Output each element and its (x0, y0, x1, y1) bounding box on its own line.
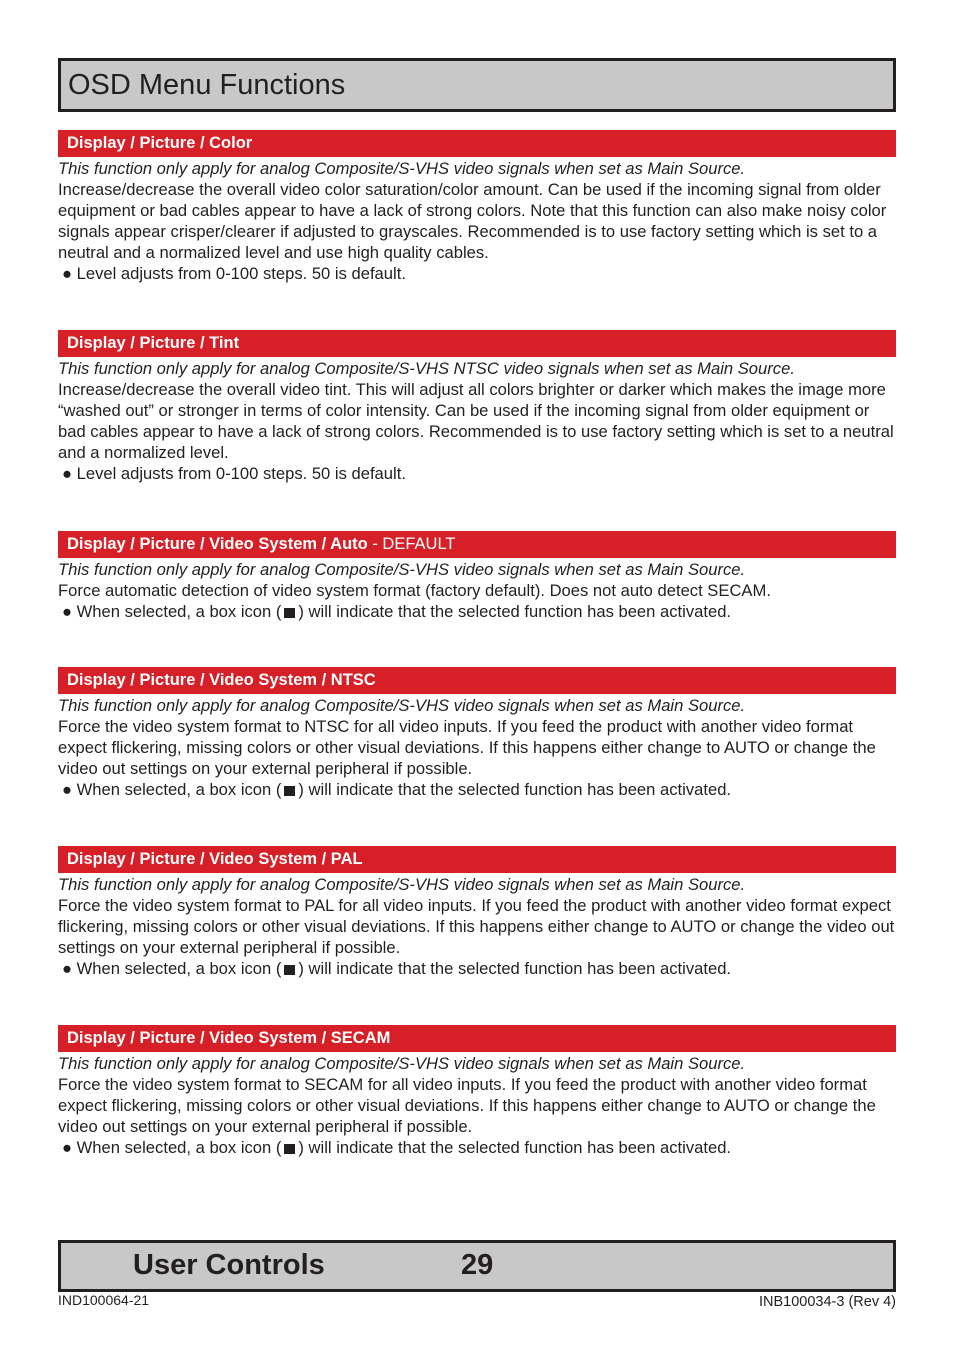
section-body (58, 559, 896, 622)
bullet-text-pre: ● When selected, a box icon ( (62, 602, 282, 621)
section-body (58, 874, 896, 979)
section-video-system-ntsc (58, 667, 896, 800)
page-title: OSD Menu Functions (68, 69, 346, 101)
section-heading (58, 531, 896, 558)
section-video-system-auto (58, 531, 896, 622)
section-description: Increase/decrease the overall video color saturation/color amount. Can be used if the incoming signal from older equipment or bad cables appear to have a lack of strong colors. Note that this function can also make noisy color signals appear crisper/clearer if adjusted to grayscales. Recommended is to use factory setting which is set to a neutral and a normalized level and use high quality cables. (58, 180, 887, 262)
section-description: Force the video system format to NTSC for all video inputs. If you feed the product with another video format expect flickering, missing colors or other visual deviations. If this happens either change to AUTO or change the video out settings on your external peripheral if possible. (58, 717, 876, 778)
section-note: This function only apply for analog Composite/S-VHS NTSC video signals when set as Main Source. (58, 359, 795, 378)
section-heading (58, 1025, 896, 1052)
section-video-system-secam (58, 1025, 896, 1158)
section-bullet (58, 601, 896, 622)
section-body (58, 1053, 896, 1158)
document-code-left: IND100064-21 (58, 1292, 150, 1308)
section-bullet: ● Level adjusts from 0-100 steps. 50 is default. (62, 464, 406, 483)
black-square-icon (284, 608, 295, 618)
footer-label: User Controls (133, 1249, 325, 1281)
bullet-text-pre: ● When selected, a box icon ( (62, 1138, 282, 1157)
page-number: 29 (461, 1249, 494, 1281)
section-note: This function only apply for analog Composite/S-VHS video signals when set as Main Source. (58, 1054, 746, 1073)
section-heading-text: Display / Picture / Color (67, 134, 253, 152)
section-heading (58, 667, 896, 694)
section-bullet: ● Level adjusts from 0-100 steps. 50 is default. (62, 264, 406, 283)
section-body (58, 695, 896, 800)
bullet-text-pre: ● When selected, a box icon ( (62, 959, 282, 978)
section-heading-suffix: - DEFAULT (367, 535, 456, 553)
section-note: This function only apply for analog Composite/S-VHS video signals when set as Main Source. (58, 560, 746, 579)
black-square-icon (284, 965, 295, 975)
section-note: This function only apply for analog Composite/S-VHS video signals when set as Main Source. (58, 875, 746, 894)
bullet-text-post: ) will indicate that the selected function has been activated. (298, 602, 732, 621)
bullet-text-post: ) will indicate that the selected function has been activated. (298, 959, 732, 978)
section-description: Force the video system format to PAL for all video inputs. If you feed the product with another video format expect flickering, missing colors or other visual deviations. If this happens either change to AUTO or change the video out settings on your external peripheral if possible. (58, 896, 895, 957)
section-video-system-pal (58, 846, 896, 979)
bullet-text-post: ) will indicate that the selected function has been activated. (298, 1138, 732, 1157)
section-heading-text: Display / Picture / Video System / PAL (67, 850, 363, 868)
section-heading-text: Display / Picture / Video System / NTSC (67, 671, 376, 689)
section-tint (58, 330, 896, 484)
black-square-icon (284, 786, 295, 796)
section-heading-text: Display / Picture / Video System / SECAM (67, 1029, 391, 1047)
section-heading-text: Display / Picture / Video System / Auto (67, 535, 368, 553)
section-bullet (58, 958, 896, 979)
section-heading-text: Display / Picture / Tint (67, 334, 240, 352)
section-note: This function only apply for analog Composite/S-VHS video signals when set as Main Source. (58, 696, 746, 715)
section-heading (58, 846, 896, 873)
section-heading (58, 130, 896, 157)
footer-bar (58, 1240, 896, 1292)
section-body (58, 358, 896, 484)
section-bullet (58, 779, 896, 800)
section-note: This function only apply for analog Composite/S-VHS video signals when set as Main Source. (58, 159, 746, 178)
section-body (58, 158, 896, 284)
section-color (58, 130, 896, 284)
section-description: Force automatic detection of video system format (factory default). Does not auto detect SECAM. (58, 581, 771, 600)
section-description: Increase/decrease the overall video tint. This will adjust all colors brighter or darker which makes the image more “washed out” or stronger in terms of color intensity. Can be used if the incoming signal from older equipment or bad cables appear to have a lack of strong colors. Recommended is to use factory setting which is set to a neutral and a normalized level. (58, 380, 894, 462)
bullet-text-post: ) will indicate that the selected function has been activated. (298, 780, 732, 799)
page-title-bar (58, 58, 896, 112)
section-heading (58, 330, 896, 357)
document-code-right: INB100034-3 (Rev 4) (758, 1294, 896, 1310)
section-bullet (58, 1137, 896, 1158)
section-description: Force the video system format to SECAM for all video inputs. If you feed the product with another video format expect flickering, missing colors or other visual deviations. If this happens either change to AUTO or change the video out settings on your external peripheral if possible. (58, 1075, 876, 1136)
black-square-icon (284, 1144, 295, 1154)
bullet-text-pre: ● When selected, a box icon ( (62, 780, 282, 799)
